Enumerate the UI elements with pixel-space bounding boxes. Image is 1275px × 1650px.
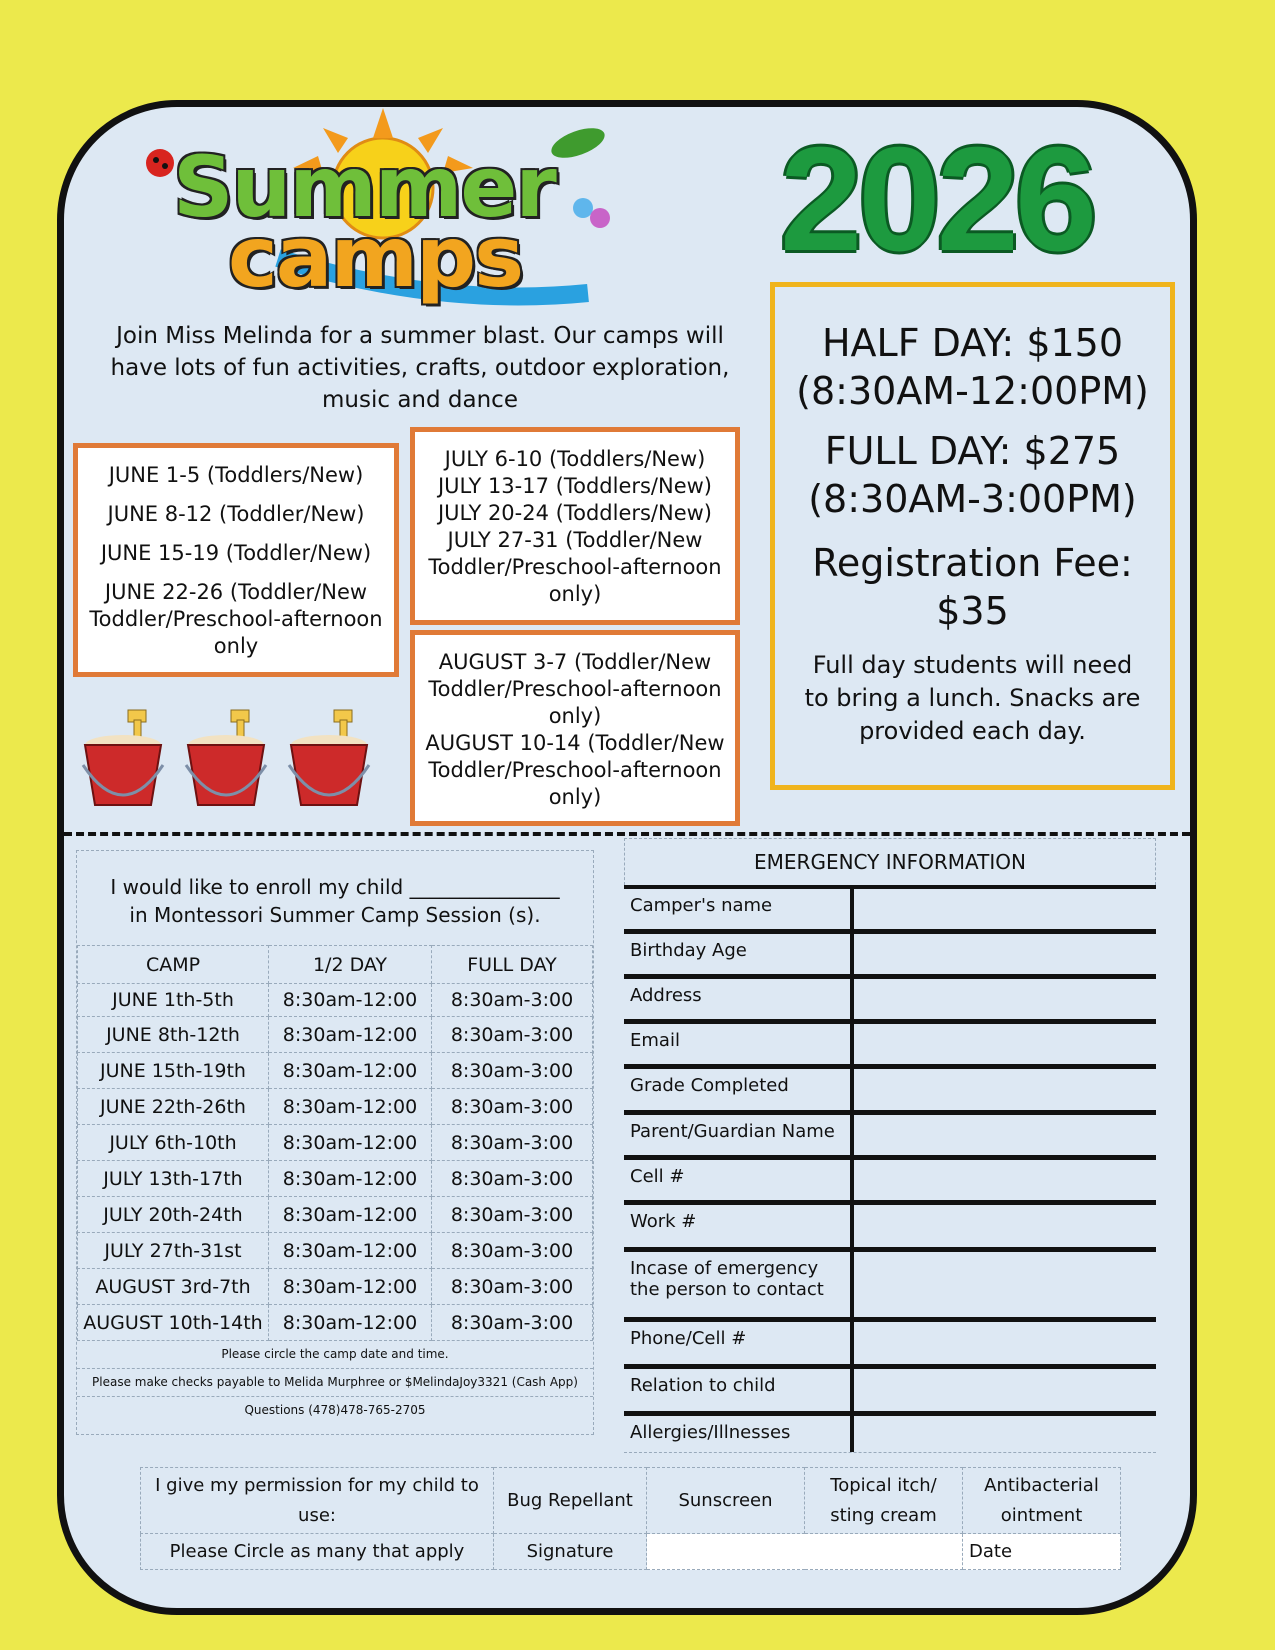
full-day-time[interactable]: 8:30am-3:00	[432, 1125, 593, 1161]
emergency-field-label: Work #	[624, 1205, 854, 1247]
emergency-row	[624, 979, 1156, 1024]
emergency-field-label: Incase of emergency the person to contact	[624, 1252, 854, 1317]
permission-option[interactable]: Antibacterial ointment	[963, 1468, 1121, 1534]
emergency-field-label: Address	[624, 979, 854, 1019]
full-day-time[interactable]: 8:30am-3:00	[432, 1197, 593, 1233]
enrollment-section	[76, 850, 594, 1435]
full-day-time[interactable]: 8:30am-3:00	[432, 1089, 593, 1125]
schedule-row	[78, 1017, 593, 1053]
emergency-row	[624, 1322, 1156, 1369]
half-day-time[interactable]: 8:30am-12:00	[269, 1305, 432, 1341]
registration-fee-amount: $35	[936, 589, 1009, 633]
emergency-row	[624, 1416, 1156, 1453]
half-day-time[interactable]: 8:30am-12:00	[269, 1269, 432, 1305]
camp-date[interactable]: AUGUST 3rd-7th	[78, 1269, 269, 1305]
emergency-field-label: Grade Completed	[624, 1069, 854, 1110]
emergency-field-label: Email	[624, 1024, 854, 1064]
camp-date[interactable]: JULY 20th-24th	[78, 1197, 269, 1233]
half-day-time[interactable]: 8:30am-12:00	[269, 1053, 432, 1089]
full-day-time[interactable]: 8:30am-3:00	[432, 1305, 593, 1341]
emergency-field-input[interactable]	[854, 889, 1156, 929]
permission-option[interactable]: Sunscreen	[647, 1468, 805, 1534]
emergency-row	[624, 889, 1156, 934]
emergency-field-label: Cell #	[624, 1160, 854, 1200]
date-field[interactable]: Date	[963, 1534, 1121, 1570]
emergency-field-input[interactable]	[854, 1369, 1156, 1411]
camp-date[interactable]: JULY 27th-31st	[78, 1233, 269, 1269]
july-session: JULY 13-17 (Toddlers/New)	[437, 474, 713, 498]
emergency-field-label: Phone/Cell #	[624, 1322, 854, 1364]
august-sessions-box	[410, 630, 740, 826]
enroll-line-1: I would like to enroll my child _______________	[110, 875, 560, 899]
schedule-row	[78, 1233, 593, 1269]
half-day-price: HALF DAY: $150	[821, 321, 1124, 365]
emergency-row	[624, 1024, 1156, 1069]
july-sessions-box	[410, 427, 740, 625]
schedule-row	[78, 1197, 593, 1233]
circle-instruction: Please Circle as many that apply	[141, 1534, 494, 1570]
full-day-time[interactable]: 8:30am-3:00	[432, 1017, 593, 1053]
emergency-row	[624, 1252, 1156, 1322]
registration-fee-label: Registration Fee:	[812, 541, 1133, 585]
enroll-line-2: in Montessori Summer Camp Session (s).	[129, 903, 541, 927]
emergency-field-label: Camper's name	[624, 889, 854, 929]
camp-date[interactable]: AUGUST 10th-14th	[78, 1305, 269, 1341]
schedule-row	[78, 1161, 593, 1197]
half-day-time[interactable]: 8:30am-12:00	[269, 1125, 432, 1161]
lunch-note: Full day students will need to bring a lunch. Snacks are provided each day.	[804, 651, 1141, 745]
full-day-time[interactable]: 8:30am-3:00	[432, 984, 593, 1017]
emergency-field-label: Parent/Guardian Name	[624, 1115, 854, 1155]
emergency-field-input[interactable]	[854, 1160, 1156, 1200]
schedule-row	[78, 1089, 593, 1125]
permission-section	[140, 1467, 1121, 1570]
june-session: JUNE 8-12 (Toddler/New)	[107, 502, 365, 526]
emergency-field-input[interactable]	[854, 979, 1156, 1019]
emergency-field-label: Birthday Age	[624, 934, 854, 974]
june-session: JUNE 22-26 (Toddler/New Toddler/Preschool-afternoon only	[89, 580, 383, 658]
emergency-field-input[interactable]	[854, 1024, 1156, 1064]
schedule-row	[78, 1125, 593, 1161]
permission-option[interactable]: Topical itch/ sting cream	[805, 1468, 963, 1534]
july-session: JULY 20-24 (Toddlers/New)	[437, 501, 713, 525]
schedule-row	[78, 1053, 593, 1089]
half-day-time[interactable]: 8:30am-12:00	[269, 1017, 432, 1053]
full-day-time: (8:30AM-3:00PM)	[808, 477, 1137, 521]
half-day-time[interactable]: 8:30am-12:00	[269, 1233, 432, 1269]
permission-label: I give my permission for my child to use:	[141, 1468, 494, 1534]
col-camp: CAMP	[78, 946, 269, 984]
signature-label: Signature	[494, 1534, 647, 1570]
camp-date[interactable]: JUNE 22th-26th	[78, 1089, 269, 1125]
emergency-row	[624, 934, 1156, 979]
schedule-row	[78, 1269, 593, 1305]
emergency-field-input[interactable]	[854, 1322, 1156, 1364]
emergency-field-input[interactable]	[854, 1252, 1156, 1317]
july-session: JULY 27-31 (Toddler/New Toddler/Preschool-afternoon only)	[428, 528, 722, 606]
questions-phone: Questions (478)478-765-2705	[244, 1403, 426, 1417]
full-day-time[interactable]: 8:30am-3:00	[432, 1161, 593, 1197]
june-sessions-box	[73, 443, 399, 677]
logo-line-1: Summer	[173, 138, 555, 236]
camp-date[interactable]: JUNE 1th-5th	[78, 984, 269, 1017]
intro-text: Join Miss Melinda for a summer blast. Our camps will have lots of fun activities, crafts, outdoor exploration, music and dance	[110, 323, 730, 413]
half-day-time[interactable]: 8:30am-12:00	[269, 1197, 432, 1233]
sand-buckets-illustration	[78, 705, 378, 815]
half-day-time[interactable]: 8:30am-12:00	[269, 1161, 432, 1197]
permission-option[interactable]: Bug Repellant	[494, 1468, 647, 1534]
emergency-row	[624, 1115, 1156, 1160]
schedule-row	[78, 1305, 593, 1341]
signature-field[interactable]	[647, 1534, 963, 1570]
camp-date[interactable]: JULY 13th-17th	[78, 1161, 269, 1197]
summer-camps-logo	[138, 108, 678, 318]
full-day-time[interactable]: 8:30am-3:00	[432, 1233, 593, 1269]
camp-schedule-table	[77, 945, 593, 1341]
emergency-row	[624, 1205, 1156, 1252]
emergency-title: EMERGENCY INFORMATION	[624, 838, 1156, 885]
emergency-field-label: Relation to child	[624, 1369, 854, 1411]
emergency-field-input[interactable]	[854, 934, 1156, 974]
schedule-row	[78, 984, 593, 1017]
half-day-time: (8:30AM-12:00PM)	[796, 369, 1149, 413]
emergency-field-input[interactable]	[854, 1115, 1156, 1155]
emergency-row	[624, 1069, 1156, 1115]
emergency-field-label: Allergies/Illnesses	[624, 1416, 854, 1452]
emergency-row	[624, 1160, 1156, 1205]
emergency-field-input[interactable]	[854, 1205, 1156, 1247]
checks-note: Please make checks payable to Melida Murphree or $MelindaJoy3321 (Cash App)	[77, 1369, 593, 1397]
permission-table	[140, 1467, 1121, 1570]
camp-date[interactable]: JULY 6th-10th	[78, 1125, 269, 1161]
august-session: AUGUST 3-7 (Toddler/New Toddler/Preschool-afternoon only)	[428, 650, 722, 728]
emergency-field-input[interactable]	[854, 1069, 1156, 1110]
pricing-box	[770, 282, 1175, 790]
col-full-day: FULL DAY	[432, 946, 593, 984]
camp-date[interactable]: JUNE 15th-19th	[78, 1053, 269, 1089]
half-day-time[interactable]: 8:30am-12:00	[269, 1089, 432, 1125]
june-session: JUNE 1-5 (Toddlers/New)	[108, 463, 364, 487]
emergency-info-form	[624, 838, 1156, 1453]
circle-note: Please circle the camp date and time.	[77, 1341, 593, 1369]
half-day-time[interactable]: 8:30am-12:00	[269, 984, 432, 1017]
camp-date[interactable]: JUNE 8th-12th	[78, 1017, 269, 1053]
june-session: JUNE 15-19 (Toddler/New)	[100, 541, 372, 565]
full-day-time[interactable]: 8:30am-3:00	[432, 1053, 593, 1089]
year-heading: 2026	[780, 117, 1094, 282]
col-half-day: 1/2 DAY	[269, 946, 432, 984]
full-day-price: FULL DAY: $275	[824, 429, 1121, 473]
full-day-time[interactable]: 8:30am-3:00	[432, 1269, 593, 1305]
emergency-field-input[interactable]	[854, 1416, 1156, 1452]
august-session: AUGUST 10-14 (Toddler/New Toddler/Preschool-afternoon only)	[425, 731, 725, 809]
cut-line	[64, 832, 1190, 836]
emergency-row	[624, 1369, 1156, 1416]
july-session: JULY 6-10 (Toddlers/New)	[444, 447, 706, 471]
logo-line-2: camps	[228, 208, 523, 306]
